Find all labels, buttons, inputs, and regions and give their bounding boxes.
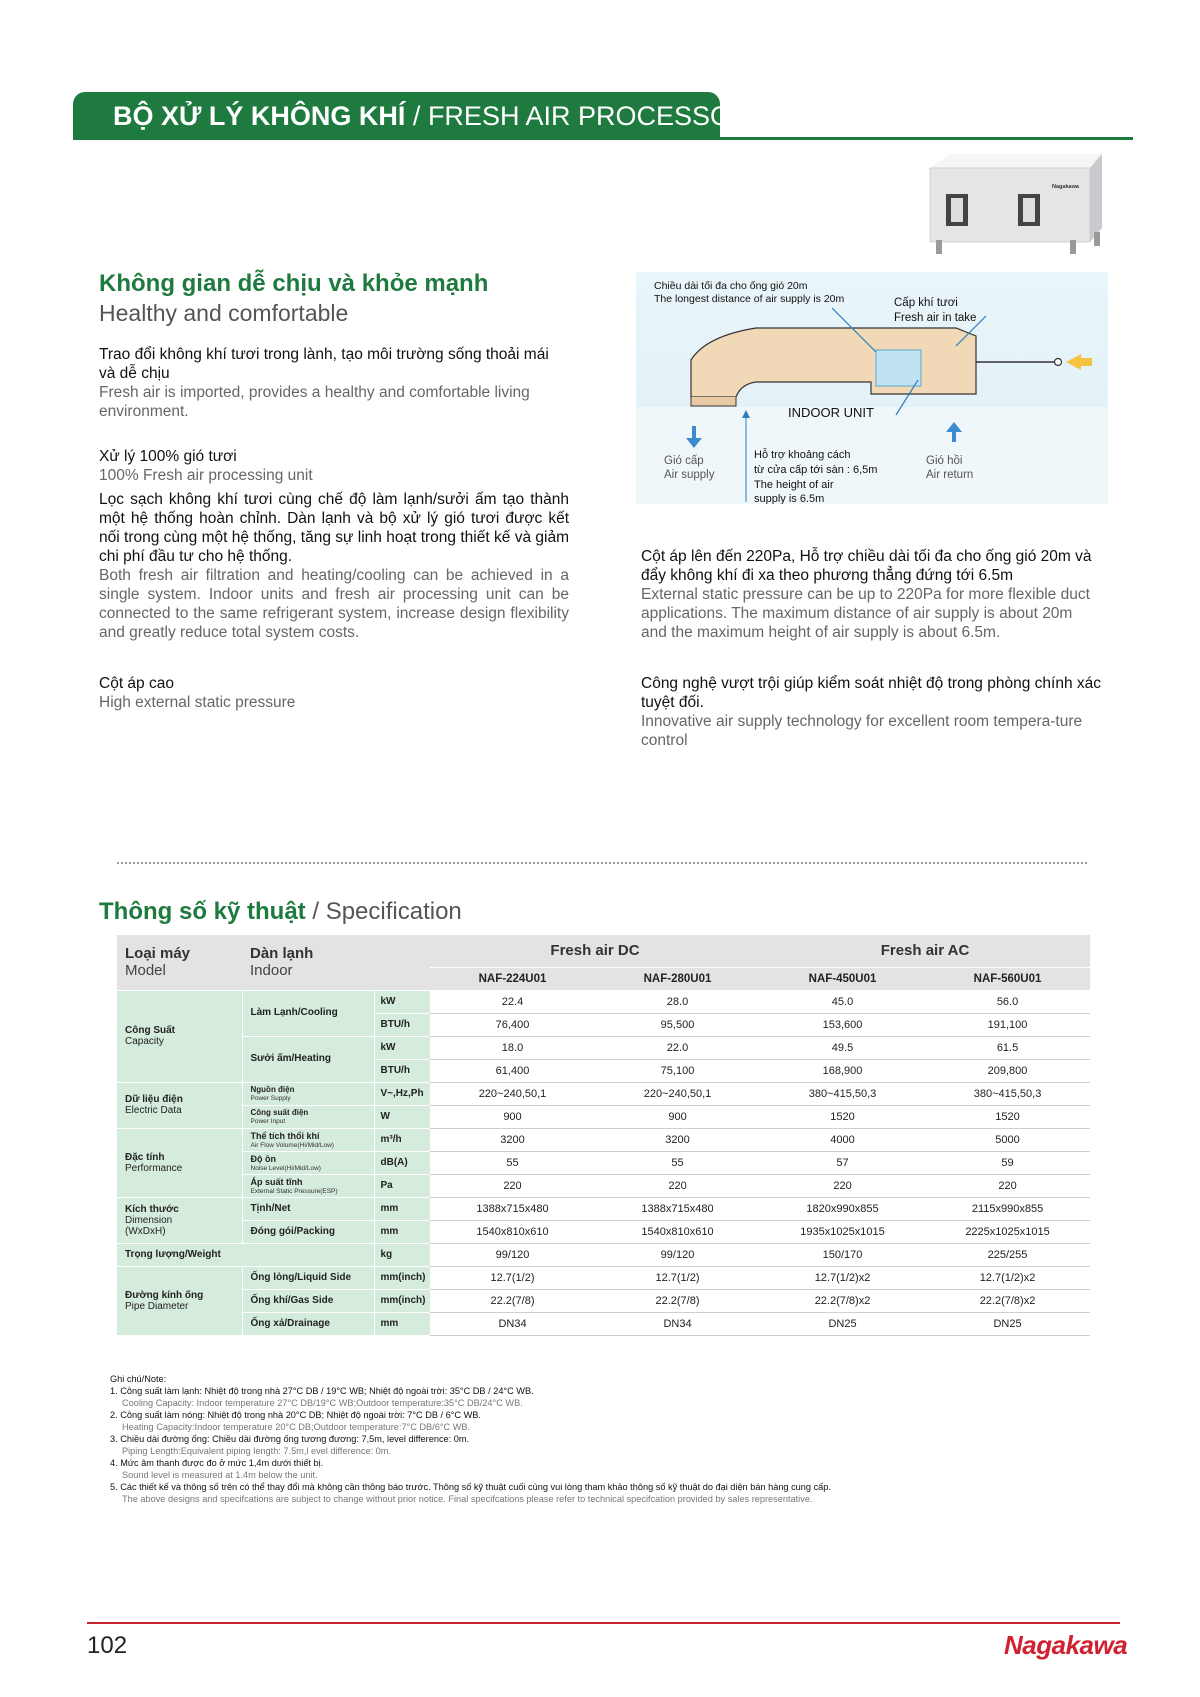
note-item-en: Sound level is measured at 1.4m below the unit. (122, 1470, 318, 1480)
model-name: NAF-560U01 (925, 967, 1090, 990)
table-cell: 3200 (595, 1128, 760, 1151)
table-cell: 3200 (430, 1128, 595, 1151)
table-cell: 220 (430, 1174, 595, 1197)
row-label-power-supply: Nguồn điện Power Supply (242, 1082, 374, 1105)
table-cell: DN25 (925, 1312, 1090, 1335)
intro-heading: Không gian dễ chịu và khỏe mạnh (99, 270, 489, 297)
table-cell: 1935x1025x1015 (760, 1220, 925, 1243)
table-cell: 22.4 (430, 990, 595, 1013)
spec-title: Thông số kỹ thuật / Specification (99, 898, 462, 925)
unit-cell: mm (374, 1197, 430, 1220)
table-cell: 12.7(1/2)x2 (760, 1266, 925, 1289)
table-cell: 12.7(1/2) (595, 1266, 760, 1289)
diagram-return-vi: Gió hồi (926, 455, 963, 467)
right-p2: Công nghệ vượt trội giúp kiểm soát nhiệt độ trong phòng chính xác tuyệt đối. Innovative air supply technology for excellent room tempera-ture control (641, 675, 1101, 749)
unit-cell: kW (374, 1036, 430, 1059)
table-cell: 99/120 (595, 1243, 760, 1266)
table-cell: DN25 (760, 1312, 925, 1335)
header-rule (73, 137, 1133, 140)
table-cell: 1820x990x855 (760, 1197, 925, 1220)
row-label-esp: Áp suất tĩnh External Static Pressure(ESP) (242, 1174, 374, 1197)
table-cell: 76,400 (430, 1013, 595, 1036)
table-cell: 55 (430, 1151, 595, 1174)
unit-cell: kg (374, 1243, 430, 1266)
row-label-liquid: Ống lỏng/Liquid Side (242, 1266, 374, 1289)
header-model: Loại máy Model (117, 935, 242, 990)
table-row (117, 1220, 1090, 1243)
table-cell: 220 (760, 1174, 925, 1197)
row-group-dimension: Kích thước Dimension (WxDxH) (117, 1197, 242, 1243)
row-label-gas: Ống khí/Gas Side (242, 1289, 374, 1312)
unit-cell: mm(inch) (374, 1289, 430, 1312)
unit-cell: V~,Hz,Ph (374, 1082, 430, 1105)
diagram-indoor-unit: INDOOR UNIT (788, 405, 874, 420)
intro-p4: Cột áp cao High external static pressure (99, 675, 296, 711)
table-cell: 153,600 (760, 1013, 925, 1036)
table-cell: 1540x810x610 (595, 1220, 760, 1243)
table-cell: 18.0 (430, 1036, 595, 1059)
table-cell: 22.0 (595, 1036, 760, 1059)
diagram-fresh-vi: Cấp khí tươi (894, 297, 958, 309)
right-p1: Cột áp lên đến 220Pa, Hỗ trợ chiều dài tối đa cho ống gió 20m và đẩy không khí đi xa theo phương thẳng đứng tới 6.5m External static pressure can be up to 220Pa for more flexible duct applications. The maximum distance of air supply is about 20m and the maximum height of air supply is about 6.5m. (641, 548, 1092, 641)
diagram-supply-vi: Gió cấp (664, 455, 704, 467)
diagram-height-en2: supply is 6.5m (754, 493, 825, 504)
unit-cell: BTU/h (374, 1013, 430, 1036)
model-name: NAF-450U01 (760, 967, 925, 990)
table-cell: 1388x715x480 (430, 1197, 595, 1220)
product-image (920, 150, 1110, 260)
diagram-supply-en: Air supply (664, 469, 715, 481)
table-cell: 220 (925, 1174, 1090, 1197)
table-cell: 49.5 (760, 1036, 925, 1059)
table-cell: 380~415,50,3 (760, 1082, 925, 1105)
row-label-airflow: Thể tích thổi khí Air Flow Volume(Hi/Mid/Low) (242, 1128, 374, 1151)
header-group-ac: Fresh air AC (760, 935, 1090, 967)
diagram-return-en: Air return (926, 469, 974, 481)
table-row (117, 1197, 1090, 1220)
diagram-longest-en: The longest distance of air supply is 20m (654, 293, 845, 305)
row-label-drain: Ống xả/Drainage (242, 1312, 374, 1335)
table-row (117, 1243, 1090, 1266)
table-cell: DN34 (595, 1312, 760, 1335)
table-cell: 28.0 (595, 990, 760, 1013)
table-cell: 45.0 (760, 990, 925, 1013)
row-group-performance: Đặc tính Performance (117, 1128, 242, 1197)
table-cell: 2115x990x855 (925, 1197, 1090, 1220)
table-cell: 4000 (760, 1128, 925, 1151)
note-item-en: Heating Capacity:Indoor temperature 20°C DB;Outdoor temperature:7°C DB/6°C WB. (122, 1422, 471, 1432)
notes (110, 1373, 1110, 1505)
brand-logo: Nagakawa (1004, 1630, 1128, 1660)
table-row (117, 1082, 1090, 1105)
table-row (117, 990, 1090, 1013)
table-cell: 150/170 (760, 1243, 925, 1266)
table-cell: 12.7(1/2) (430, 1266, 595, 1289)
product-brand-label: Nagakawa (1052, 184, 1079, 190)
table-cell: 22.2(7/8)x2 (760, 1289, 925, 1312)
row-label-heating: Sưởi ấm/Heating (242, 1036, 374, 1082)
table-cell: 380~415,50,3 (925, 1082, 1090, 1105)
table-cell: 75,100 (595, 1059, 760, 1082)
note-item-en: The above designs and specifcations are subject to change without prior notice. Final specifcations please refer to technical specifcation provided by sales representative. (122, 1494, 813, 1504)
table-row (117, 1151, 1090, 1174)
table-row (117, 1174, 1090, 1197)
footer-rule (87, 1622, 1120, 1624)
unit-cell: mm(inch) (374, 1266, 430, 1289)
table-cell: 191,100 (925, 1013, 1090, 1036)
table-cell: 59 (925, 1151, 1090, 1174)
table-cell: 220 (595, 1174, 760, 1197)
row-label-packing: Đóng gói/Packing (242, 1220, 374, 1243)
unit-cell: Pa (374, 1174, 430, 1197)
table-cell: 55 (595, 1151, 760, 1174)
row-label-weight: Trọng lượng/Weight (117, 1243, 374, 1266)
table-cell: 57 (760, 1151, 925, 1174)
table-cell: 61.5 (925, 1036, 1090, 1059)
table-row (117, 1312, 1090, 1335)
header-group-dc: Fresh air DC (430, 935, 760, 967)
table-row (117, 1036, 1090, 1059)
table-cell: DN34 (430, 1312, 595, 1335)
table-row (117, 1105, 1090, 1128)
table-cell: 1520 (760, 1105, 925, 1128)
table-cell: 1520 (925, 1105, 1090, 1128)
table-cell: 22.2(7/8) (595, 1289, 760, 1312)
intro-p3: Lọc sạch không khí tươi cùng chế độ làm lạnh/sưởi ấm tạo thành một hệ thống hoàn chỉnh. Dàn lạnh và bộ xử lý gió tươi được kết nối trong cùng một hệ thống, tăng sự linh hoạt trong thiết kế và giảm chi phí đầu tư cho hệ thống. Both fresh air filtration and heating/cooling can be achieved in a single system. Indoor units and fresh air processing unit can be connected to the same refrigerant system, increase design flexibility and greatly reduce total system costs. (99, 491, 569, 641)
row-label-cooling: Làm Lạnh/Cooling (242, 990, 374, 1036)
intro-subheading: Healthy and comfortable (99, 300, 349, 326)
airflow-diagram (636, 272, 1108, 504)
row-group-electric: Dữ liệu điện Electric Data (117, 1082, 242, 1128)
spec-table (117, 935, 1090, 1336)
unit-cell: m³/h (374, 1128, 430, 1151)
note-item: 2. Công suất làm nóng: Nhiệt độ trong nhà 20°C DB; Nhiệt độ ngoài trời: 7°C DB / 6°C WB. (110, 1410, 481, 1420)
diagram-height-vi2: từ cửa cấp tới sàn : 6,5m (754, 464, 878, 476)
unit-cell: kW (374, 990, 430, 1013)
intro-p1: Trao đổi không khí tươi trong lành, tạo môi trường sống thoải mái và dễ chịu Fresh air is imported, provides a healthy and comfortable living environment. (99, 346, 549, 420)
table-cell: 95,500 (595, 1013, 760, 1036)
note-item-en: Piping Length:Equivalent piping length: 7.5m,l evel difference: 0m. (122, 1446, 391, 1456)
table-row (117, 1128, 1090, 1151)
header-indoor: Dàn lạnh Indoor (242, 935, 430, 990)
table-cell: 225/255 (925, 1243, 1090, 1266)
table-cell: 168,900 (760, 1059, 925, 1082)
table-cell: 900 (595, 1105, 760, 1128)
table-cell: 1388x715x480 (595, 1197, 760, 1220)
table-cell: 22.2(7/8) (430, 1289, 595, 1312)
diagram-height-vi1: Hỗ trợ khoảng cách (754, 449, 851, 461)
table-cell: 12.7(1/2)x2 (925, 1266, 1090, 1289)
note-item: 4. Mức âm thanh được đo ở mức 1,4m dưới thiết bị. (110, 1458, 324, 1468)
table-cell: 900 (430, 1105, 595, 1128)
row-label-net: Tịnh/Net (242, 1197, 374, 1220)
page-title: BỘ XỬ LÝ KHÔNG KHÍ / FRESH AIR PROCESSOR (113, 101, 751, 131)
table-cell: 2225x1025x1015 (925, 1220, 1090, 1243)
table-cell: 1540x810x610 (430, 1220, 595, 1243)
note-item: 5. Các thiết kế và thông số trên có thể thay đổi mà không cần thông báo trước. Thông số kỹ thuật cuối cùng vui lòng tham khảo thông số kỹ thuật do đại diện bán hàng cung cấp. (110, 1482, 831, 1492)
unit-cell: dB(A) (374, 1151, 430, 1174)
notes-label: Ghi chú/Note: (110, 1374, 167, 1384)
table-cell: 5000 (925, 1128, 1090, 1151)
unit-cell: mm (374, 1312, 430, 1335)
intro-p2: Xử lý 100% gió tươi 100% Fresh air processing unit (99, 448, 313, 484)
table-cell: 61,400 (430, 1059, 595, 1082)
unit-cell: mm (374, 1220, 430, 1243)
table-row (117, 1289, 1090, 1312)
table-cell: 22.2(7/8)x2 (925, 1289, 1090, 1312)
diagram-fresh-en: Fresh air in take (894, 312, 977, 324)
header-tab (73, 92, 751, 140)
table-row (117, 1266, 1090, 1289)
table-cell: 220~240,50,1 (595, 1082, 760, 1105)
row-group-capacity: Công Suất Capacity (117, 990, 242, 1082)
row-label-noise: Độ ồn Noise Level(Hi/Mid/Low) (242, 1151, 374, 1174)
row-group-pipe: Đường kính ống Pipe Diameter (117, 1266, 242, 1335)
unit-cell: W (374, 1105, 430, 1128)
model-name: NAF-280U01 (595, 967, 760, 990)
table-cell: 56.0 (925, 990, 1090, 1013)
table-cell: 99/120 (430, 1243, 595, 1266)
dotted-divider (117, 862, 1087, 864)
table-cell: 220~240,50,1 (430, 1082, 595, 1105)
model-name: NAF-224U01 (430, 967, 595, 990)
table-cell: 209,800 (925, 1059, 1090, 1082)
note-item: 3. Chiều dài đường ống: Chiều dài đường ống tương đương: 7,5m, level difference: 0m. (110, 1434, 470, 1444)
note-item-en: Cooling Capacity: Indoor temperature 27°C DB/19°C WB;Outdoor temperature:35°C DB/24°C WB. (122, 1398, 523, 1408)
unit-cell: BTU/h (374, 1059, 430, 1082)
row-label-power-input: Công suất điện Power Input (242, 1105, 374, 1128)
diagram-longest-vi: Chiều dài tối đa cho ống gió 20m (654, 280, 808, 292)
diagram-height-en1: The height of air (754, 479, 834, 491)
note-item: 1. Công suất làm lạnh: Nhiệt độ trong nhà 27°C DB / 19°C WB; Nhiệt độ ngoài trời: 35°C DB / 24°C WB. (110, 1386, 534, 1396)
page-number: 102 (87, 1632, 128, 1659)
